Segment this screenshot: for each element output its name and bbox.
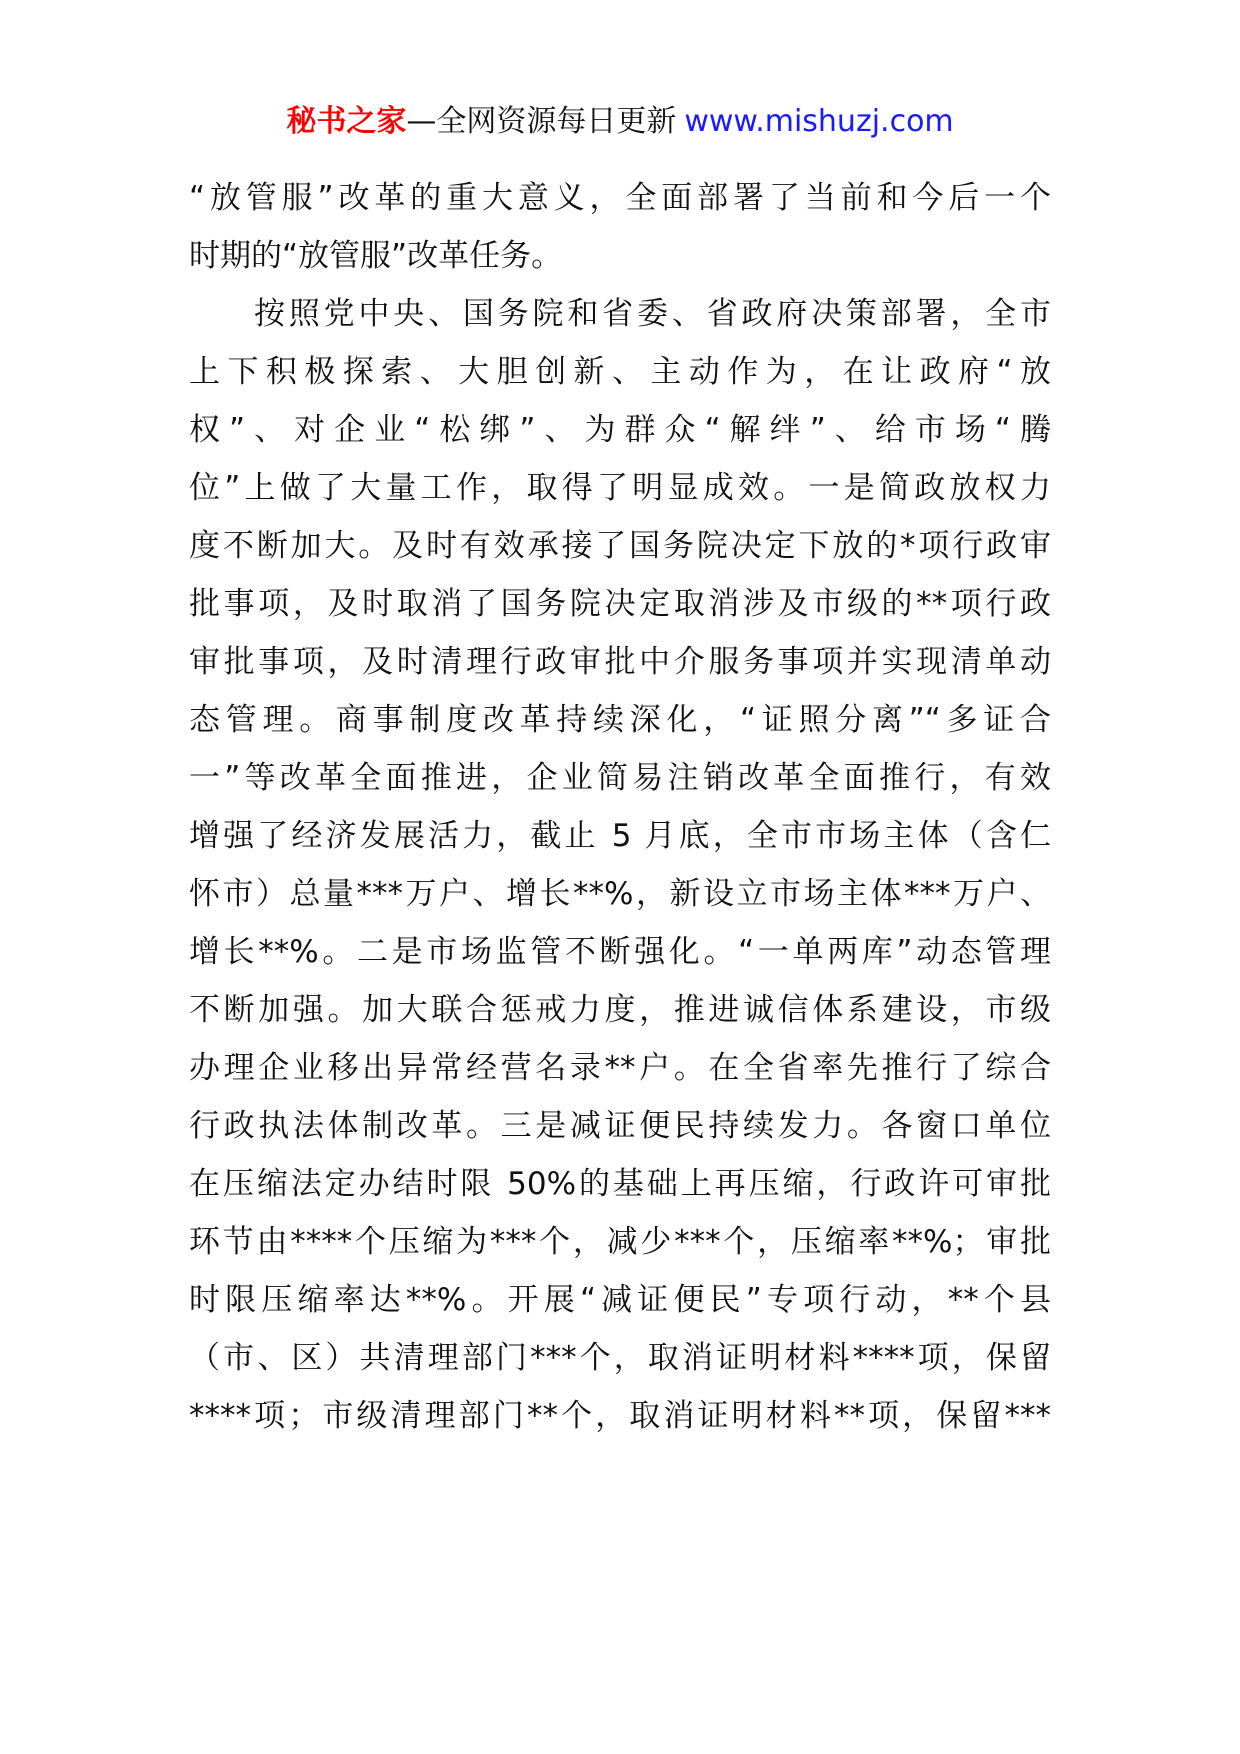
text-line: 不断加强。加大联合惩戒力度，推进诚信体系建设，市级	[189, 992, 1051, 1028]
text-line: 态管理。商事制度改革持续深化，“证照分离”“多证合	[189, 702, 1051, 738]
text-line: “放管服”改革的重大意义，全面部署了当前和今后一个	[189, 180, 1051, 216]
text-line: ****项；市级清理部门**个，取消证明材料**项，保留***	[189, 1398, 1051, 1434]
text-line: 位”上做了大量工作，取得了明显成效。一是简政放权力	[189, 470, 1051, 506]
header-tagline: —全网资源每日更新	[406, 104, 677, 139]
text-line: 在压缩法定办结时限 50%的基础上再压缩，行政许可审批	[189, 1166, 1051, 1202]
text-line: 增强了经济发展活力，截止 5 月底，全市市场主体（含仁	[189, 818, 1051, 854]
text-line: 时限压缩率达**%。开展“减证便民”专项行动，**个县	[189, 1282, 1051, 1318]
paragraph-first-line: 按照党中央、国务院和省委、省政府决策部署，全市	[254, 296, 1051, 332]
text-line: 时期的“放管服”改革任务。	[189, 238, 563, 274]
site-url-link[interactable]: www.mishuzj.com	[684, 104, 954, 139]
text-line: 增长**%。二是市场监管不断强化。“一单两库”动态管理	[189, 934, 1051, 970]
brand-name: 秘书之家	[286, 104, 407, 139]
page-header	[0, 100, 1240, 144]
text-line: （市、区）共清理部门***个，取消证明材料****项，保留	[189, 1340, 1051, 1376]
text-line: 环节由****个压缩为***个，减少***个，压缩率**%；审批	[189, 1224, 1051, 1260]
text-line: 审批事项，及时清理行政审批中介服务事项并实现清单动	[189, 644, 1051, 680]
text-line: 行政执法体制改革。三是减证便民持续发力。各窗口单位	[189, 1108, 1051, 1144]
text-line: 度不断加大。及时有效承接了国务院决定下放的*项行政审	[189, 528, 1051, 564]
text-line: 办理企业移出异常经营名录**户。在全省率先推行了综合	[189, 1050, 1051, 1086]
text-line: 批事项，及时取消了国务院决定取消涉及市级的**项行政	[189, 586, 1051, 622]
text-line: 权”、对企业“松绑”、为群众“解绊”、给市场“腾	[189, 412, 1051, 448]
text-line: 上下积极探索、大胆创新、主动作为，在让政府“放	[189, 354, 1051, 390]
text-line: 一”等改革全面推进，企业简易注销改革全面推行，有效	[189, 760, 1051, 796]
text-line: 怀市）总量***万户、增长**%，新设立市场主体***万户、	[189, 876, 1051, 912]
